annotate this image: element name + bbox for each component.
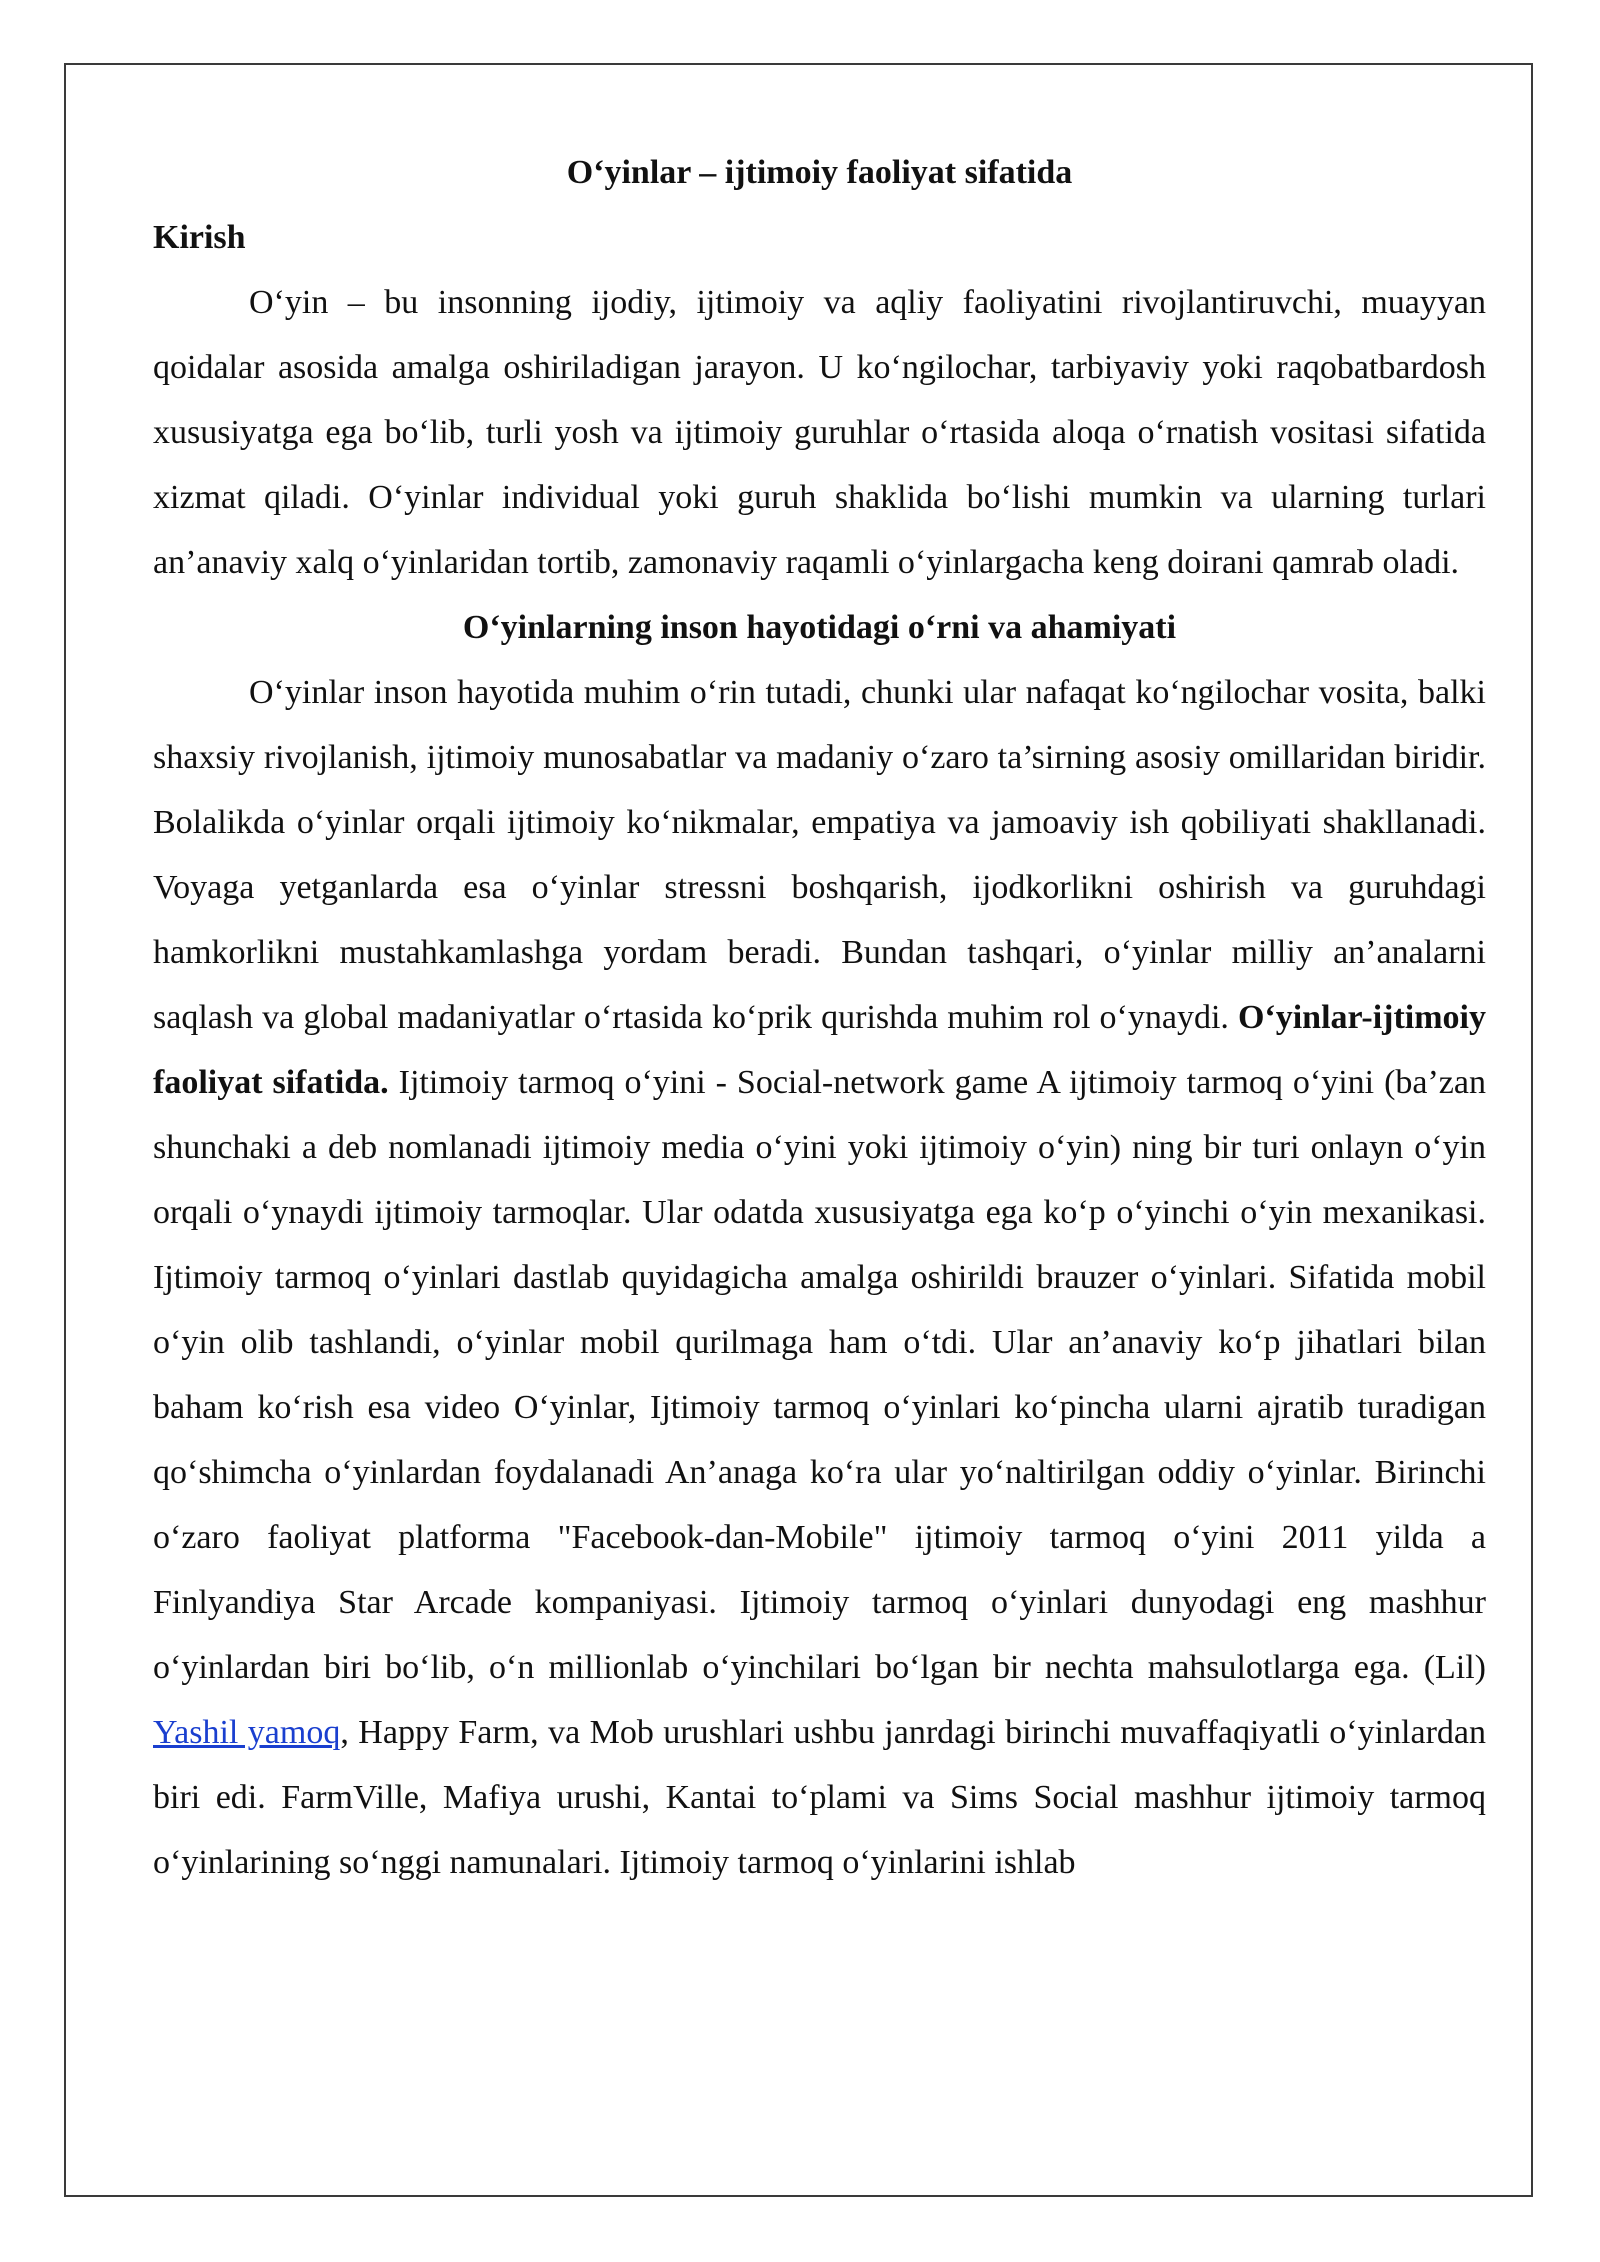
document-title: O‘yinlar – ijtimoiy faoliyat sifatida — [566, 154, 1073, 191]
yashil-yamoq-link[interactable]: Yashil yamoq — [153, 1714, 341, 1751]
section-paragraph — [153, 660, 1486, 1895]
intro-paragraph: O‘yin – bu insonning ijodiy, ijtimoiy va aqliy faoliyatini rivojlantiruvchi, muayyan qoidalar asosida amalga oshiriladigan jarayon. U ko‘ngilochar, tarbiyaviy yoki raqobatbardosh xususiyatga ega bo‘lib, turli yosh va ijtimoiy guruhlar o‘rtasida aloqa o‘rnatish vositasi sifatida xizmat qiladi. O‘yinlar individual yoki guruh shaklida bo‘lishi mumkin va ularning turlari an’anaviy xalq o‘yinlaridan tortib, zamonaviy raqamli o‘yinlargacha keng doirani qamrab oladi. — [153, 284, 1486, 581]
section-paragraph-text-3: , Happy Farm, va Mob urushlari ushbu janrdagi birinchi muvaffaqiyatli o‘yinlardan biri edi. FarmVille, Mafiya urushi, Kantai to‘plami va Sims Social mashhur ijtimoiy tarmoq o‘yinlarining so‘nggi namunalari. Ijtimoiy tarmoq o‘yinlarini ishlab — [153, 1714, 1487, 1881]
section-heading: O‘yinlarning inson hayotidagi o‘rni va ahamiyati — [462, 609, 1177, 646]
document-body — [153, 140, 1486, 1895]
intro-heading: Kirish — [153, 219, 246, 256]
section-paragraph-text-2: Ijtimoiy tarmoq o‘yini - Social-network game A ijtimoiy tarmoq o‘yini (ba’zan shunchaki a deb nomlanadi ijtimoiy media o‘yini yoki ijtimoiy o‘yin) ning bir turi onlayn o‘yin orqali o‘ynaydi ijtimoiy tarmoqlar. Ular odatda xususiyatga ega ko‘p o‘yinchi o‘yin mexanikasi. Ijtimoiy tarmoq o‘yinlari dastlab quyidagicha amalga oshirildi brauzer o‘yinlari. Sifatida mobil o‘yin olib tashlandi, o‘yinlar mobil qurilmaga ham o‘tdi. Ular an’anaviy ko‘p jihatlari bilan baham ko‘rish esa video O‘yinlar, Ijtimoiy tarmoq o‘yinlari ko‘pincha ularni ajratib turadigan qo‘shimcha o‘yinlardan foydalanadi An’anaga ko‘ra ular yo‘naltirilgan oddiy o‘yinlar. Birinchi o‘zaro faoliyat platforma "Facebook-dan-Mobile" ijtimoiy tarmoq o‘yini 2011 yilda a Finlyandiya Star Arcade kompaniyasi. Ijtimoiy tarmoq o‘yinlari dunyodagi eng mashhur o‘yinlardan biri bo‘lib, o‘n millionlab o‘yinchilari bo‘lgan bir nechta mahsulotlarga ega. (Lil) — [153, 1064, 1486, 1686]
inline-bold-heading: O‘yinlar-ijtimoiy faoliyat sifatida. — [153, 999, 1486, 1101]
section-paragraph-text-1: O‘yinlar inson hayotida muhim o‘rin tutadi, chunki ular nafaqat ko‘ngilochar vosita, balki shaxsiy rivojlanish, ijtimoiy munosabatlar va madaniy o‘zaro ta’sirning asosiy omillaridan biridir. Bolalikda o‘yinlar orqali ijtimoiy ko‘nikmalar, empatiya va jamoaviy ish qobiliyati shakllanadi. Voyaga yetganlarda esa o‘yinlar stressni boshqarish, ijodkorlikni oshirish va guruhdagi hamkorlikni mustahkamlashga yordam beradi. Bundan tashqari, o‘yinlar milliy an’analarni saqlash va global madaniyatlar o‘rtasida ko‘prik qurishda muhim rol o‘ynaydi. — [153, 674, 1486, 1036]
